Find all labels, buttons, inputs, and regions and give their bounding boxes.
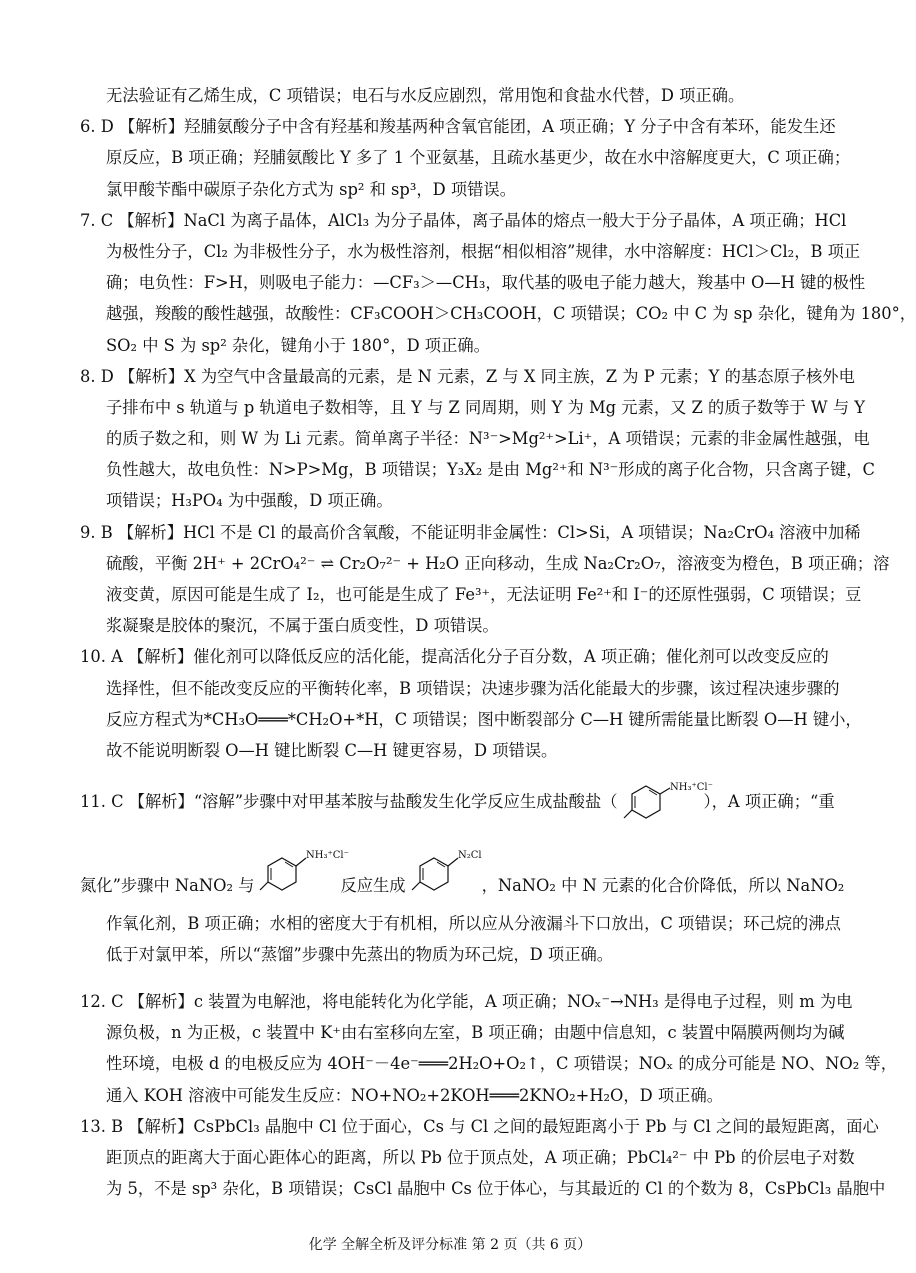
text-line: SO₂ 中 S 为 sp² 杂化，键角小于 180°，D 项正确。	[106, 335, 490, 355]
text-line: 氯甲酸苄酯中碳原子杂化方式为 sp² 和 sp³，D 项错误。	[106, 179, 516, 199]
text-line: 原反应，B 项正确；羟脯氨酸比 Y 多了 1 个亚氨基，且疏水基更少，故在水中溶解度更大，C 项正确；	[106, 148, 851, 168]
text-line: 负性越大，故电负性：N>P>Mg，B 项错误；Y₃X₂ 是由 Mg²⁺和 N³⁻形成的离子化合物，只含离子键，C	[106, 460, 875, 480]
text-line: 故不能说明断裂 O—H 键比断裂 C—H 键更容易，D 项错误。	[106, 740, 558, 760]
text-line: 7. C 【解析】NaCl 为离子晶体，AlCl₃ 为分子晶体，离子晶体的熔点一般大于分子晶体，A 项正确；HCl	[80, 210, 847, 230]
answers-block-b	[80, 986, 897, 1204]
text-line: 无法验证有乙烯生成，C 项错误；电石与水反应剧烈，常用饱和食盐水代替，D 项正确。	[106, 86, 745, 105]
molecule-label-b: N₂Cl	[457, 850, 482, 861]
text-line: 作氧化剂，B 项正确；水相的密度大于有机相，所以应从分液漏斗下口放出，C 项错误；环己烷的沸点	[106, 914, 841, 933]
text-line: 性环境，电极 d 的电极反应为 4OH⁻－4e⁻═══2H₂O+O₂↑，C 项错误；NOₓ 的成分可能是 NO、NO₂ 等，	[106, 1054, 897, 1074]
text-line: 源负极，n 为正极，c 装置中 K⁺由右室移向左室，B 项正确；由题中信息知，c 装置中隔膜两侧均为碱	[106, 1023, 845, 1043]
text-line: 通入 KOH 溶液中可能发生反应：NO+NO₂+2KOH═══2KNO₂+H₂O，D 项正确。	[106, 1085, 724, 1105]
text-line: 选择性，但不能改变反应的平衡转化率，B 项错误；决速步骤为活化能最大的步骤，该过程决速步骤的	[106, 678, 840, 698]
text-line: ），A 项正确；“重	[703, 792, 835, 811]
page-footer: 化学 全解全析及评分标准 第 2 页（共 6 页）	[308, 1237, 592, 1253]
text-line: 10. A 【解析】催化剂可以降低反应的活化能，提高活化分子百分数，A 项正确；催化剂可以改变反应的	[80, 647, 829, 667]
text-line: 6. D 【解析】羟脯氨酸分子中含有羟基和羧基两种含氧官能团，A 项正确；Y 分子中含有苯环，能发生还	[80, 117, 836, 137]
p-toluidine-hydrochloride-structure	[618, 778, 713, 822]
molecule-label-a: NH₃⁺Cl⁻	[669, 782, 713, 793]
text-line: 越强，羧酸的酸性越强，故酸性：CF₃COOH＞CH₃COOH，C 项错误；CO₂ 中 C 为 sp 杂化，键角为 180°，	[106, 304, 916, 324]
text-line: 低于对氯甲苯，所以“蒸馏”步骤中先蒸出的物质为环己烷，D 项正确。	[106, 945, 614, 965]
text-line: 为 5，不是 sp³ 杂化，B 项错误；CsCl 晶胞中 Cs 位于体心，与其最近的 Cl 的个数为 8，CsPbCl₃ 晶胞中	[106, 1179, 886, 1199]
text-line: 8. D 【解析】X 为空气中含量最高的元素，是 N 元素，Z 与 X 同主族，Z 为 P 元素；Y 的基态原子核外电	[80, 366, 855, 386]
text-line: 反应生成	[340, 876, 406, 895]
text-line: 项错误；H₃PO₄ 为中强酸，D 项正确。	[106, 491, 393, 511]
text-line: 氮化”步骤中 NaNO₂ 与	[80, 876, 255, 895]
p-toluidine-hydrochloride-structure	[254, 844, 350, 896]
text-line: 13. B 【解析】CsPbCl₃ 晶胞中 Cl 位于面心，Cs 与 Cl 之间的最短距离小于 Pb 与 Cl 之间的最短距离，面心	[80, 1116, 879, 1136]
text-line: 为极性分子，Cl₂ 为非极性分子，水为极性溶剂，根据“相似相溶”规律，水中溶解度：HCl＞Cl₂，B 项正	[106, 241, 861, 261]
answers-block-a	[80, 80, 916, 766]
text-line: 液变黄，原因可能是生成了 I₂，也可能是生成了 Fe³⁺，无法证明 Fe²⁺和 I⁻的还原性强弱，C 项错误；豆	[106, 585, 862, 604]
text-line: 子排布中 s 轨道与 p 轨道电子数相等，且 Y 与 Z 同周期，则 Y 为 Mg 元素，又 Z 的质子数等于 W 与 Y	[106, 397, 866, 417]
text-line: 硫酸，平衡 2H⁺ + 2CrO₄²⁻ ⇌ Cr₂O₇²⁻ + H₂O 正向移动，生成 Na₂Cr₂O₇，溶液变为橙色，B 项正确；溶	[106, 553, 890, 573]
text-line: ，NaNO₂ 中 N 元素的化合价降低，所以 NaNO₂	[481, 876, 845, 895]
text-line: 的质子数之和，则 W 为 Li 元素。简单离子半径：N³⁻>Mg²⁺>Li⁺，A 项错误；元素的非金属性越强，电	[106, 429, 870, 449]
diazonium-chloride-structure	[406, 844, 482, 896]
text-line: 距顶点的距离大于面心距体心的距离，所以 Pb 位于顶点处，A 项正确；PbCl₄²⁻ 中 Pb 的价层电子对数	[106, 1147, 855, 1167]
answer-11-block	[80, 778, 845, 970]
molecule-label-a: NH₃⁺Cl⁻	[306, 850, 350, 861]
text-line: 12. C 【解析】c 装置为电解池，将电能转化为化学能，A 项正确；NOₓ⁻→NH₃ 是得电子过程，则 m 为电	[80, 992, 853, 1011]
text-line: 浆凝聚是胶体的聚沉，不属于蛋白质变性，D 项错误。	[106, 616, 499, 636]
text-line: 确；电负性：F>H，则吸电子能力：—CF₃＞—CH₃，取代基的吸电子能力越大，羧基中 O—H 键的极性	[106, 273, 866, 293]
text-line: 9. B 【解析】HCl 不是 Cl 的最高价含氧酸，不能证明非金属性：Cl>Si，A 项错误；Na₂CrO₄ 溶液中加稀	[80, 522, 861, 542]
text-line: 11. C 【解析】“溶解”步骤中对甲基苯胺与盐酸发生化学反应生成盐酸盐（	[80, 792, 618, 811]
text-line: 反应方程式为*CH₃O═══*CH₂O+*H，C 项错误；图中断裂部分 C—H 键所需能量比断裂 O—H 键小，	[106, 709, 862, 729]
